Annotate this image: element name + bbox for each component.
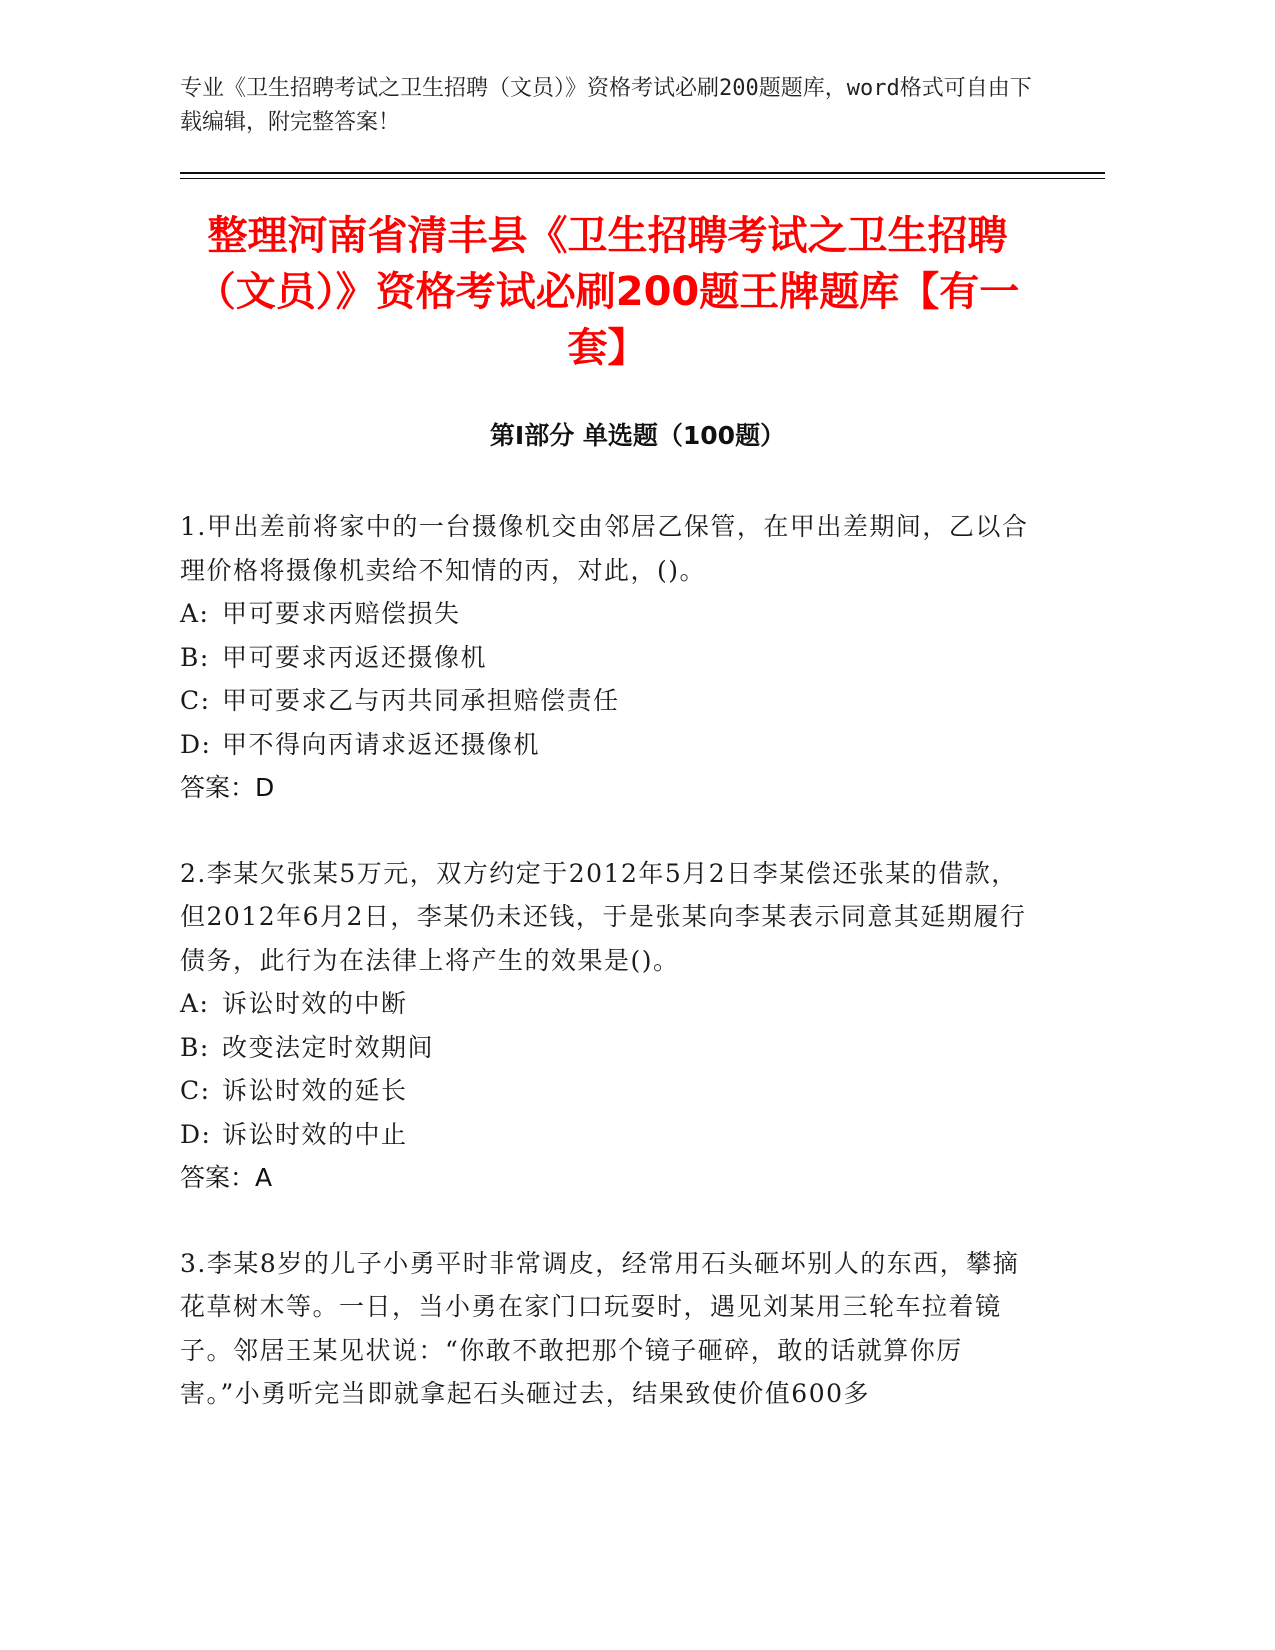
option-text: 甲可要求丙返还摄像机 bbox=[222, 642, 488, 672]
question-item bbox=[180, 505, 1030, 810]
question-text: 3.李某8岁的儿子小勇平时非常调皮，经常用石头砸坏别人的东西，攀摘花草树木等。一日，当小勇在家门口玩耍时，遇见刘某用三轮车拉着镜子。邻居王某见状说：“你敢不敢把那个镜子砸碎，敢的话就算你厉害。”小勇听完当即就拿起石头砸过去，结果致使价值600多 bbox=[180, 1248, 1020, 1408]
option-key: A: bbox=[180, 989, 210, 1018]
option-key: B: bbox=[180, 642, 210, 672]
answer: 答案：A bbox=[180, 1163, 273, 1192]
option-key: D: bbox=[180, 1119, 212, 1149]
option-text: 诉讼时效的延长 bbox=[222, 1076, 408, 1105]
option-c bbox=[180, 1069, 1030, 1113]
document-title: 整理河南省清丰县《卫生招聘考试之卫生招聘（文员）》资格考试必刷200题王牌题库【有一套】 bbox=[195, 213, 1020, 371]
header-divider-thin bbox=[180, 178, 1105, 179]
question-list bbox=[180, 505, 1030, 1458]
option-text: 甲不得向丙请求返还摄像机 bbox=[222, 729, 541, 759]
option-key: C: bbox=[180, 1076, 211, 1105]
question-text: 1.甲出差前将家中的一台摄像机交由邻居乙保管，在甲出差期间，乙以合理价格将摄像机卖给不知情的丙，对此，()。 bbox=[180, 512, 1029, 585]
question-item bbox=[180, 1242, 1030, 1416]
option-text: 改变法定时效期间 bbox=[222, 1032, 435, 1062]
option-b bbox=[180, 636, 1030, 680]
option-text: 甲可要求乙与丙共同承担赔偿责任 bbox=[222, 686, 620, 715]
option-b bbox=[180, 1026, 1030, 1070]
option-a bbox=[180, 592, 1030, 636]
option-key: A: bbox=[180, 599, 210, 628]
answer: 答案：D bbox=[180, 773, 275, 802]
option-key: D: bbox=[180, 729, 212, 759]
option-text: 甲可要求丙赔偿损失 bbox=[222, 599, 461, 628]
option-key: B: bbox=[180, 1032, 210, 1062]
header-note: 专业《卫生招聘考试之卫生招聘（文员）》资格考试必刷200题题库，word格式可自由下载编辑，附完整答案！ bbox=[180, 76, 1032, 135]
option-key: C: bbox=[180, 686, 211, 715]
option-c bbox=[180, 679, 1030, 723]
option-a bbox=[180, 982, 1030, 1026]
option-d bbox=[180, 1113, 1030, 1157]
header-divider bbox=[180, 172, 1105, 174]
section-title: 第I部分 单选题（100题） bbox=[489, 421, 786, 450]
option-text: 诉讼时效的中断 bbox=[222, 989, 408, 1018]
question-text: 2.李某欠张某5万元，双方约定于2012年5月2日李某偿还张某的借款，但2012年6月2日，李某仍未还钱，于是张某向李某表示同意其延期履行债务，此行为在法律上将产生的效果是()。 bbox=[180, 858, 1027, 975]
option-text: 诉讼时效的中止 bbox=[222, 1119, 408, 1149]
option-d bbox=[180, 723, 1030, 767]
question-item bbox=[180, 852, 1030, 1200]
